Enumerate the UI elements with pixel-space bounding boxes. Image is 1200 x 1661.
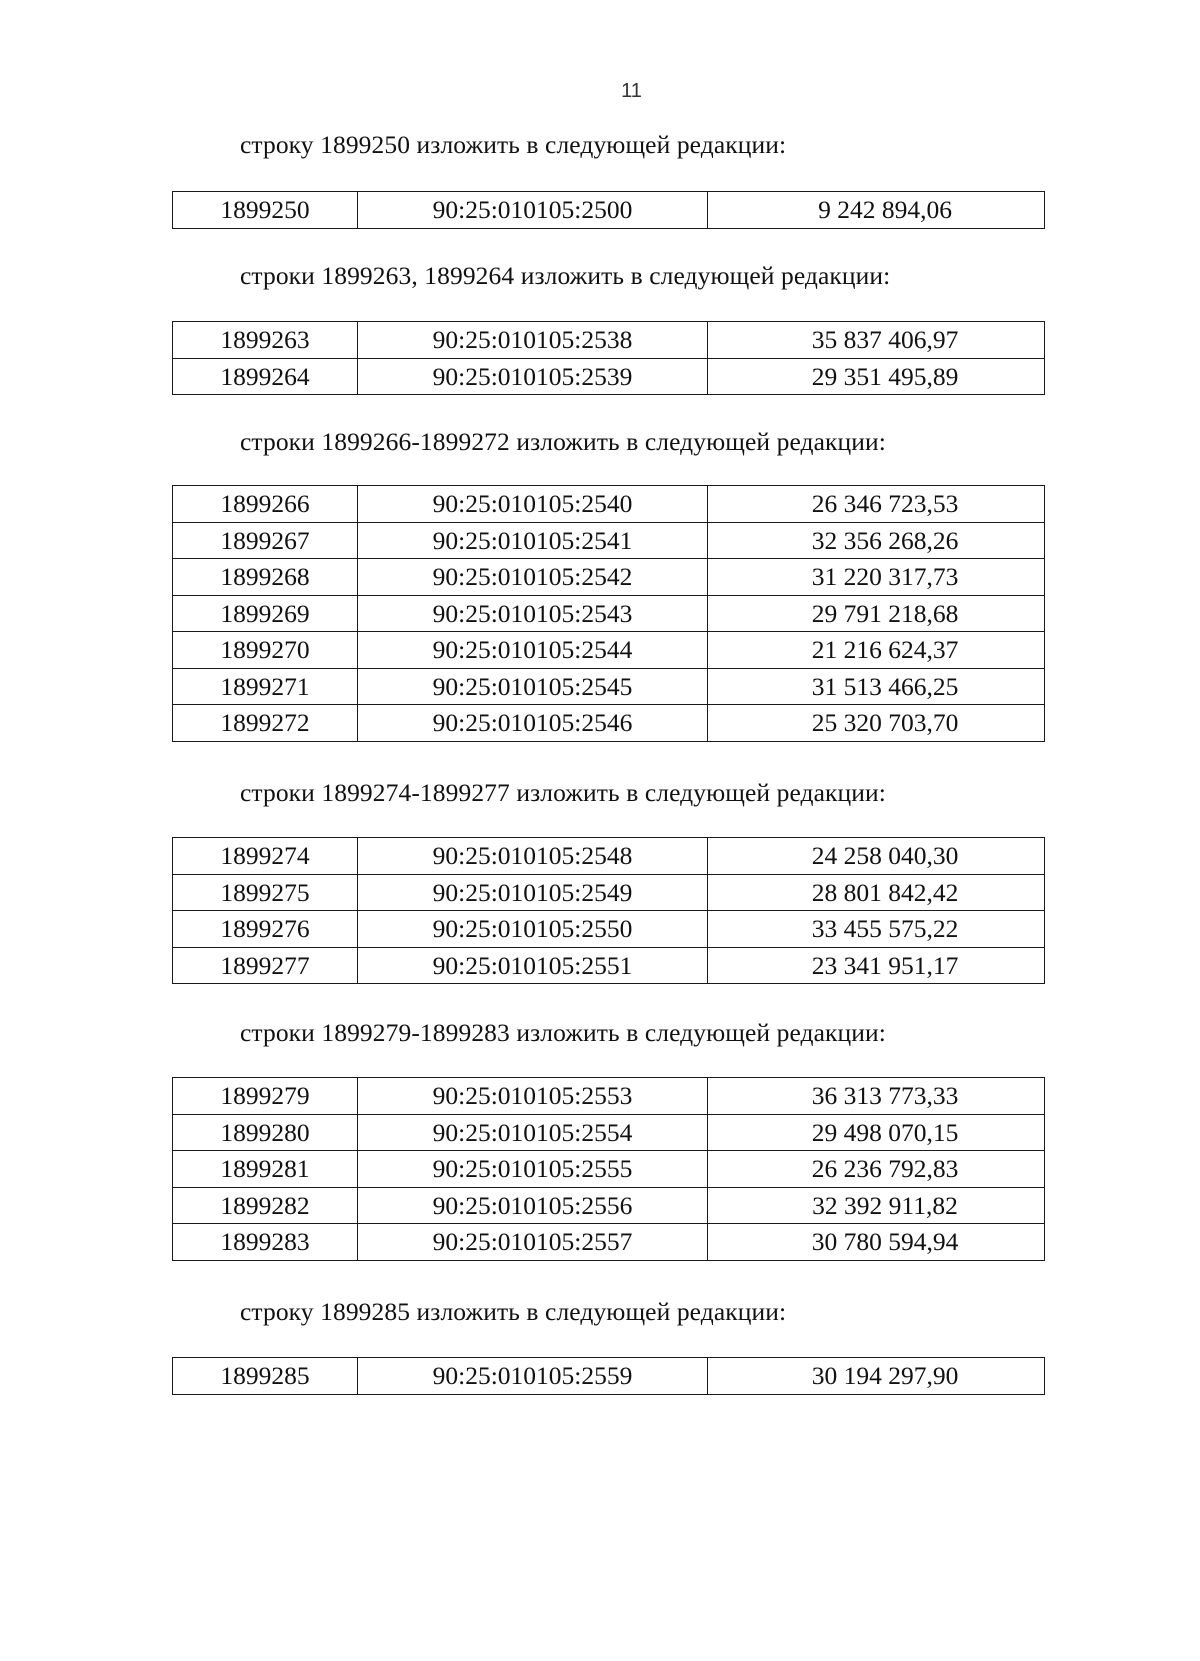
cadastral-value-cell: 35 837 406,97 [708,322,1045,359]
row-number-cell: 1899271 [173,668,358,705]
cadastral-number-cell: 90:25:010105:2554 [358,1114,708,1151]
cadastral-number-cell: 90:25:010105:2539 [358,358,708,395]
cadastral-value-cell: 28 801 842,42 [708,874,1045,911]
amendment-table [172,191,1045,229]
cadastral-value-cell: 26 236 792,83 [708,1151,1045,1188]
row-number-cell: 1899263 [173,322,358,359]
cadastral-number-cell: 90:25:010105:2559 [358,1358,708,1395]
row-number-cell: 1899268 [173,559,358,596]
row-number-cell: 1899250 [173,192,358,229]
cadastral-number-cell: 90:25:010105:2541 [358,522,708,559]
table-row [173,1114,1045,1151]
cadastral-number-cell: 90:25:010105:2540 [358,486,708,523]
table-row [173,1151,1045,1188]
cadastral-number-cell: 90:25:010105:2538 [358,322,708,359]
cadastral-number-cell: 90:25:010105:2557 [358,1224,708,1261]
row-number-cell: 1899281 [173,1151,358,1188]
cadastral-value-cell: 32 356 268,26 [708,522,1045,559]
cadastral-value-cell: 29 791 218,68 [708,595,1045,632]
cadastral-number-cell: 90:25:010105:2556 [358,1187,708,1224]
cadastral-number-cell: 90:25:010105:2548 [358,838,708,875]
table-row [173,874,1045,911]
section-heading: строки 1899266-1899272 изложить в следующей редакции: [240,427,886,456]
row-number-cell: 1899267 [173,522,358,559]
cadastral-value-cell: 25 320 703,70 [708,705,1045,742]
cadastral-number-cell: 90:25:010105:2543 [358,595,708,632]
table-row [173,1078,1045,1115]
table-row [173,911,1045,948]
row-number-cell: 1899279 [173,1078,358,1115]
table-row [173,838,1045,875]
cadastral-value-cell: 31 220 317,73 [708,559,1045,596]
table-row [173,1224,1045,1261]
table-row [173,705,1045,742]
cadastral-value-cell: 29 498 070,15 [708,1114,1045,1151]
table-row [173,486,1045,523]
row-number-cell: 1899282 [173,1187,358,1224]
amendment-table [172,837,1045,984]
row-number-cell: 1899274 [173,838,358,875]
table-row [173,947,1045,984]
amendment-table [172,1077,1045,1261]
cadastral-value-cell: 30 194 297,90 [708,1358,1045,1395]
row-number-cell: 1899269 [173,595,358,632]
cadastral-value-cell: 29 351 495,89 [708,358,1045,395]
row-number-cell: 1899280 [173,1114,358,1151]
cadastral-number-cell: 90:25:010105:2551 [358,947,708,984]
row-number-cell: 1899276 [173,911,358,948]
table-row [173,559,1045,596]
cadastral-number-cell: 90:25:010105:2553 [358,1078,708,1115]
table-row [173,192,1045,229]
row-number-cell: 1899275 [173,874,358,911]
section-heading: строки 1899274-1899277 изложить в следующей редакции: [240,778,886,807]
cadastral-value-cell: 32 392 911,82 [708,1187,1045,1224]
table-row [173,668,1045,705]
cadastral-value-cell: 30 780 594,94 [708,1224,1045,1261]
cadastral-value-cell: 24 258 040,30 [708,838,1045,875]
page-number: 11 [621,80,642,102]
cadastral-value-cell: 21 216 624,37 [708,632,1045,669]
cadastral-number-cell: 90:25:010105:2544 [358,632,708,669]
section-heading: строки 1899279-1899283 изложить в следующей редакции: [240,1018,886,1047]
table-row [173,522,1045,559]
table-row [173,1358,1045,1395]
section-heading: строку 1899250 изложить в следующей редакции: [240,130,787,159]
row-number-cell: 1899285 [173,1358,358,1395]
amendment-table [172,1357,1045,1395]
amendment-table [172,321,1045,395]
table-row [173,322,1045,359]
row-number-cell: 1899283 [173,1224,358,1261]
cadastral-number-cell: 90:25:010105:2545 [358,668,708,705]
cadastral-number-cell: 90:25:010105:2542 [358,559,708,596]
table-row [173,358,1045,395]
amendment-table [172,485,1045,742]
cadastral-number-cell: 90:25:010105:2555 [358,1151,708,1188]
row-number-cell: 1899266 [173,486,358,523]
row-number-cell: 1899272 [173,705,358,742]
cadastral-number-cell: 90:25:010105:2500 [358,192,708,229]
section-heading: строки 1899263, 1899264 изложить в следующей редакции: [240,261,891,290]
cadastral-value-cell: 23 341 951,17 [708,947,1045,984]
cadastral-number-cell: 90:25:010105:2549 [358,874,708,911]
section-heading: строку 1899285 изложить в следующей редакции: [240,1297,787,1326]
cadastral-value-cell: 9 242 894,06 [708,192,1045,229]
cadastral-value-cell: 26 346 723,53 [708,486,1045,523]
table-row [173,632,1045,669]
row-number-cell: 1899270 [173,632,358,669]
cadastral-number-cell: 90:25:010105:2546 [358,705,708,742]
cadastral-value-cell: 36 313 773,33 [708,1078,1045,1115]
cadastral-value-cell: 31 513 466,25 [708,668,1045,705]
table-row [173,595,1045,632]
table-row [173,1187,1045,1224]
row-number-cell: 1899277 [173,947,358,984]
row-number-cell: 1899264 [173,358,358,395]
cadastral-number-cell: 90:25:010105:2550 [358,911,708,948]
cadastral-value-cell: 33 455 575,22 [708,911,1045,948]
